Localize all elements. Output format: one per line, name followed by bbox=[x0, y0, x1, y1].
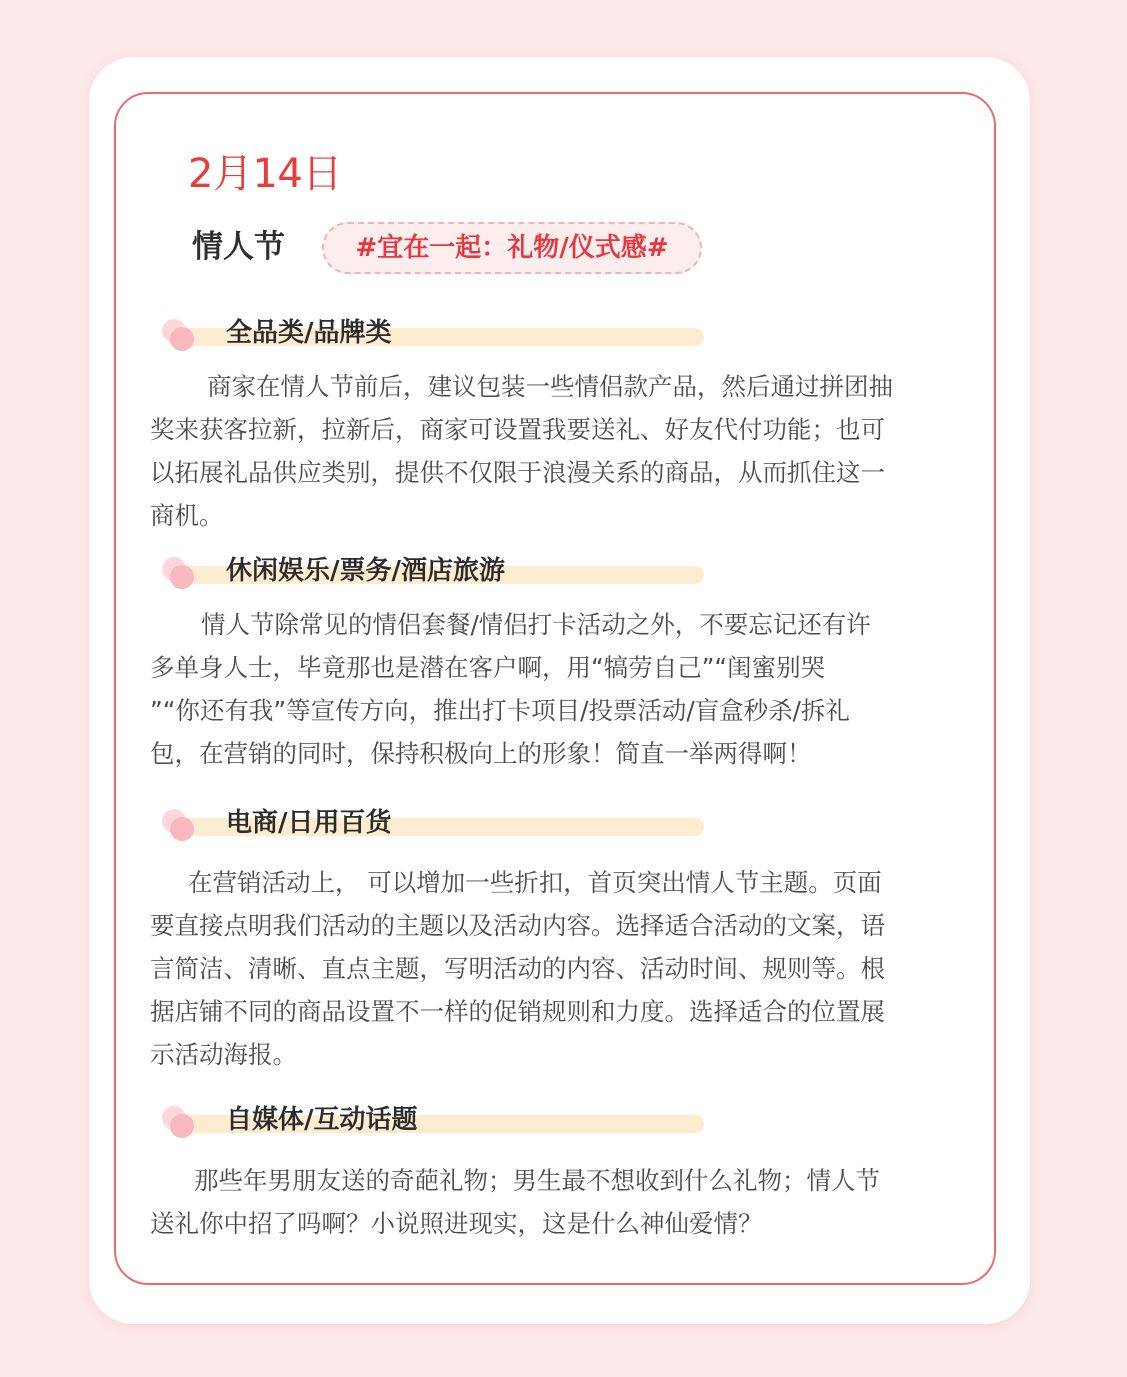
date-heading: 2月14日 bbox=[188, 151, 342, 197]
section-title-1: 全品类/品牌类 bbox=[226, 318, 392, 348]
text-line: 以拓展礼品供应类别，提供不仅限于浪漫关系的商品，从而抓住这一 bbox=[150, 458, 885, 487]
text-line: 据店铺不同的商品设置不一样的促销规则和力度。选择适合的位置展 bbox=[150, 997, 885, 1026]
section-header-3 bbox=[160, 803, 720, 847]
text-line: 商机。 bbox=[150, 501, 224, 530]
decor-dot bbox=[170, 565, 194, 589]
section-header-4 bbox=[160, 1100, 720, 1144]
text-line: 那些年男朋友送的奇葩礼物；男生最不想收到什么礼物；情人节 bbox=[194, 1166, 880, 1195]
decor-dot bbox=[170, 817, 194, 841]
section-body-2 bbox=[150, 603, 980, 775]
text-line: 奖来获客拉新，拉新后，商家可设置我要送礼、好友代付功能；也可 bbox=[150, 415, 885, 444]
text-line: ”“你还有我”等宣传方向，推出打卡项目/投票活动/盲盒秒杀/拆礼 bbox=[150, 696, 850, 725]
text-line: 要直接点明我们活动的主题以及活动内容。选择适合活动的文案，语 bbox=[150, 911, 885, 940]
text-line: 示活动海报。 bbox=[150, 1040, 297, 1069]
section-title-2: 休闲娱乐/票务/酒店旅游 bbox=[226, 556, 505, 586]
text-line: 多单身人士，毕竟那也是潜在客户啊，用“犒劳自己”“闺蜜别哭 bbox=[150, 653, 826, 682]
text-line: 言简洁、清晰、直点主题，写明活动的内容、活动时间、规则等。根 bbox=[150, 954, 885, 983]
text-line: 商家在情人节前后，建议包装一些情侣款产品，然后通过拼团抽 bbox=[207, 372, 893, 401]
festival-title: 情人节 bbox=[192, 229, 285, 265]
theme-tag: #宜在一起：礼物/仪式感# bbox=[322, 222, 702, 274]
section-title-4: 自媒体/互动话题 bbox=[226, 1105, 418, 1135]
section-header-2 bbox=[160, 551, 720, 595]
text-line: 包，在营销的同时，保持积极向上的形象！简直一举两得啊！ bbox=[150, 739, 812, 768]
text-line: 在营销活动上， 可以增加一些折扣，首页突出情人节主题。页面 bbox=[188, 868, 882, 897]
decor-dot bbox=[170, 1114, 194, 1138]
text-line: 情人节除常见的情侣套餐/情侣打卡活动之外，不要忘记还有许 bbox=[201, 610, 871, 639]
section-body-3 bbox=[150, 861, 980, 1076]
text-line: 送礼你中招了吗啊？小说照进现实，这是什么神仙爱情？ bbox=[150, 1209, 763, 1238]
section-title-3: 电商/日用百货 bbox=[226, 808, 392, 838]
section-header-1 bbox=[160, 313, 720, 357]
section-body-4 bbox=[150, 1159, 980, 1245]
decor-dot bbox=[170, 327, 194, 351]
section-body-1 bbox=[150, 365, 980, 537]
